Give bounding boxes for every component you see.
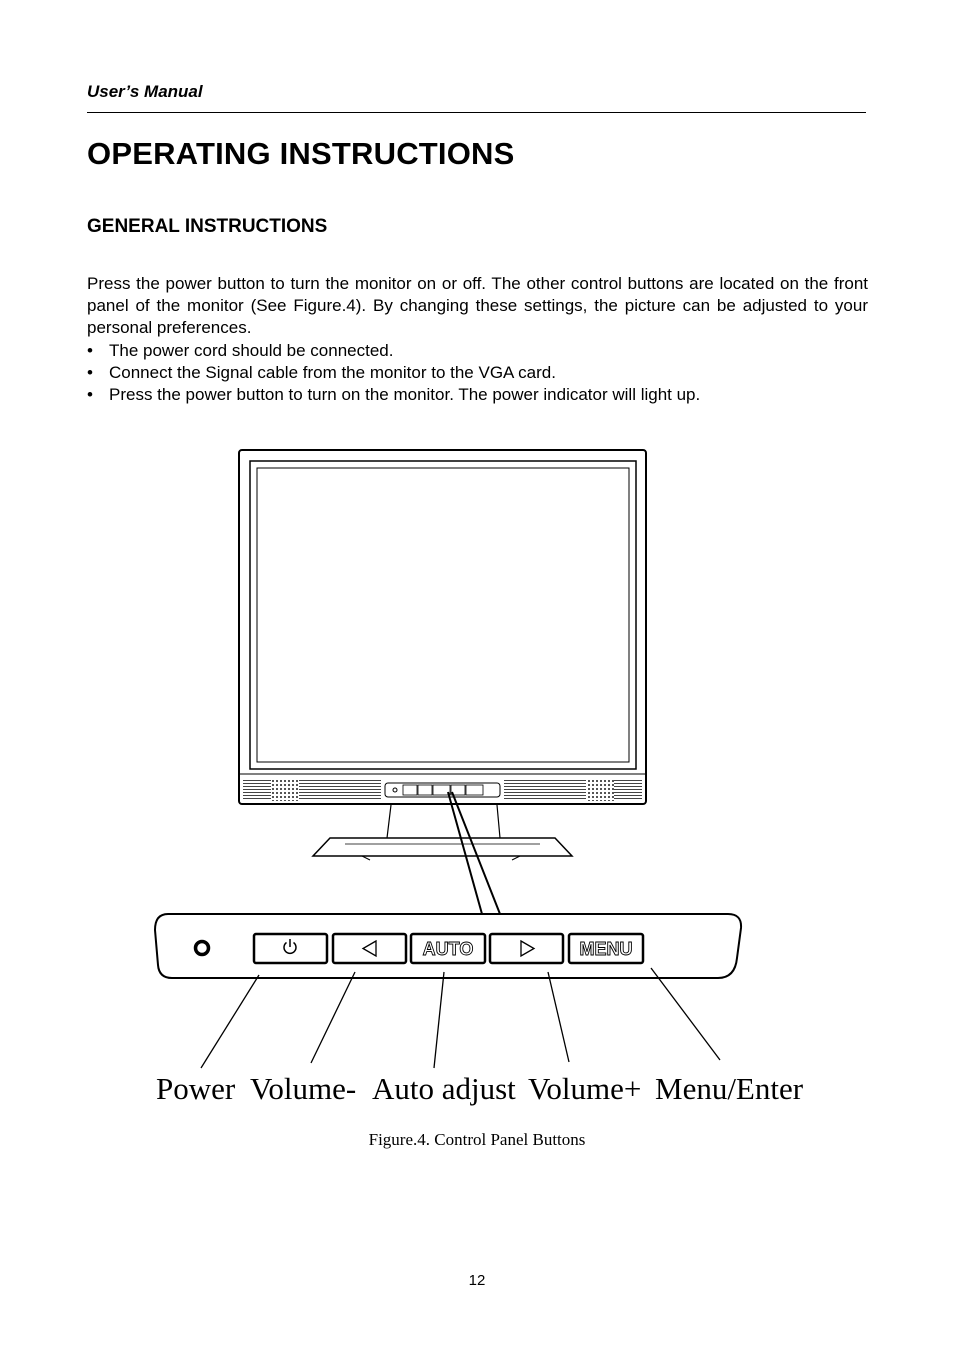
bullet-icon: •	[87, 385, 93, 404]
header-rule	[87, 112, 866, 113]
intro-paragraph: Press the power button to turn the monitor on or off. The other control buttons are located on the front panel of the monitor (See Figure.4). By changing these settings, the picture can be adjusted to your personal preferences.	[87, 274, 868, 337]
label-volume-down: Volume-	[250, 1071, 357, 1106]
control-panel	[155, 914, 741, 978]
power-indicator-icon	[196, 942, 209, 955]
list-item-text: Connect the Signal cable from the monitor to the VGA card.	[109, 363, 556, 382]
page-title: OPERATING INSTRUCTIONS	[87, 136, 515, 171]
list-item	[87, 384, 868, 406]
speaker-grille-left	[243, 779, 381, 801]
label-menu-enter: Menu/Enter	[655, 1071, 804, 1106]
monitor-drawing	[239, 450, 646, 860]
figure-caption: Figure.4. Control Panel Buttons	[368, 1130, 586, 1149]
list-item	[87, 340, 868, 362]
leader-line	[201, 975, 259, 1068]
speaker-grille-right	[504, 779, 642, 801]
speaker-dots-left	[271, 779, 299, 801]
monitor-base	[313, 838, 572, 856]
speaker-dots-right	[586, 779, 614, 801]
volume-up-button[interactable]	[490, 934, 563, 963]
running-header: User’s Manual	[87, 82, 203, 101]
leader-line	[311, 972, 355, 1063]
bullet-icon: •	[87, 341, 93, 360]
leader-line	[434, 972, 444, 1068]
volume-down-button[interactable]	[333, 934, 406, 963]
section-title: GENERAL INSTRUCTIONS	[87, 216, 328, 237]
monitor-figure	[150, 445, 810, 1115]
list-item-text: Press the power button to turn on the monitor. The power indicator will light up.	[109, 385, 701, 404]
list-item-text: The power cord should be connected.	[109, 341, 394, 360]
menu-button-label: MENU	[579, 939, 633, 959]
label-auto-adjust: Auto adjust	[372, 1071, 516, 1106]
label-volume-up: Volume+	[528, 1071, 642, 1106]
power-button[interactable]	[254, 934, 327, 963]
instruction-list	[87, 340, 868, 406]
page-number: 12	[468, 1272, 486, 1289]
label-power: Power	[156, 1071, 236, 1106]
leader-line	[548, 972, 569, 1062]
leader-line	[651, 968, 720, 1060]
auto-button[interactable]	[411, 934, 485, 963]
auto-button-label: AUTO	[422, 939, 474, 959]
list-item	[87, 362, 868, 384]
bullet-icon: •	[87, 363, 93, 382]
monitor-screen	[257, 468, 629, 762]
menu-button[interactable]	[569, 934, 643, 963]
